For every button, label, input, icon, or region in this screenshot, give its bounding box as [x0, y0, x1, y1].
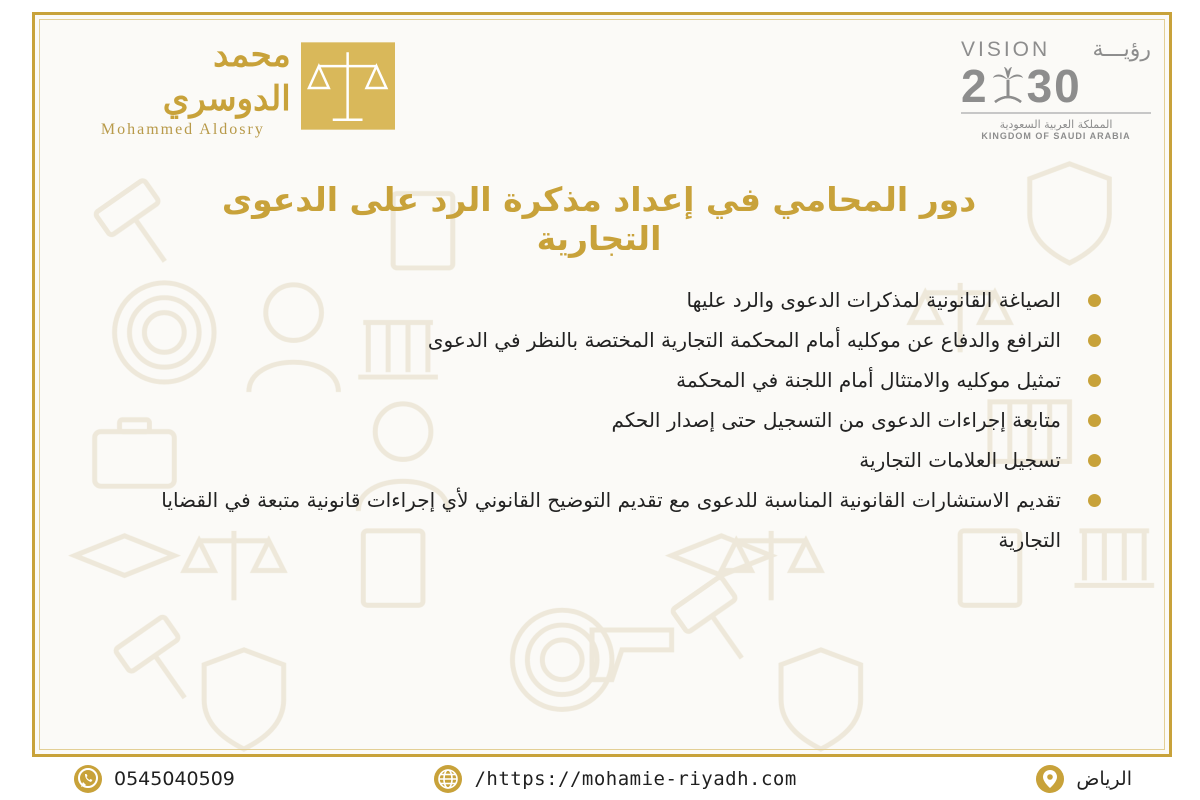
ruya-label: رؤيـــة — [1092, 37, 1151, 62]
scales-of-justice-icon — [301, 42, 395, 130]
globe-icon — [432, 763, 464, 795]
location-pin-icon — [1034, 763, 1066, 795]
list-item — [99, 360, 1109, 400]
page-title: دور المحامي في إعداد مذكرة الرد على الدعوى التجارية — [221, 180, 977, 258]
list-item — [99, 320, 1109, 360]
footer — [32, 757, 1172, 800]
kingdom-english: KINGDOM OF SAUDI ARABIA — [981, 131, 1131, 141]
year-left-digits: 2 — [961, 60, 989, 112]
bullet-dot — [1088, 334, 1101, 347]
bullet-dot — [1088, 494, 1101, 507]
list-item-text: تسجيل العلامات التجارية — [859, 448, 1061, 472]
footer-location[interactable] — [1034, 763, 1132, 795]
vision-2030-logo — [961, 37, 1151, 147]
brand-name-arabic: محمد الدوسري — [162, 35, 291, 119]
vision-label: VISION — [961, 37, 1051, 61]
bullet-dot — [1088, 414, 1101, 427]
phone-number: 0545040509 — [114, 767, 235, 790]
list-item-text: تمثيل موكليه والامتثال أمام اللجنة في المحكمة — [676, 368, 1061, 392]
year-right-digits: 30 — [1026, 60, 1082, 112]
bullet-dot — [1088, 294, 1101, 307]
palm-swords-icon — [991, 66, 1025, 106]
whatsapp-icon — [72, 763, 104, 795]
kingdom-arabic: المملكة العربية السعودية — [999, 118, 1113, 131]
vision-divider — [961, 112, 1151, 114]
list-item — [99, 440, 1109, 480]
website-url: /https://mohamie-riyadh.com — [474, 767, 797, 790]
bullet-dot — [1088, 374, 1101, 387]
list-item-text: متابعة إجراءات الدعوى من التسجيل حتى إصدار الحكم — [611, 408, 1061, 432]
brand-name-english: Mohammed Aldosry — [100, 121, 265, 138]
brand-logo — [75, 35, 395, 138]
list-item-text: الترافع والدفاع عن موكليه أمام المحكمة التجارية المختصة بالنظر في الدعوى — [427, 328, 1061, 352]
location-label: الرياض — [1076, 767, 1132, 790]
brand-text — [75, 33, 291, 139]
list-item — [99, 480, 1109, 560]
year-2030 — [961, 62, 1151, 110]
list-item — [99, 280, 1109, 320]
footer-phone[interactable] — [72, 763, 235, 795]
footer-website[interactable] — [432, 763, 796, 795]
list-item-text: تقديم الاستشارات القانونية المناسبة للدعوى مع تقديم التوضيح القانوني لأي إجراءات قانونية متبعة في القضايا التجارية — [161, 488, 1061, 552]
list-item-text: الصياغة القانونية لمذكرات الدعوى والرد عليها — [686, 288, 1061, 312]
content-frame — [32, 12, 1172, 757]
services-list — [99, 280, 1109, 560]
bullet-dot — [1088, 454, 1101, 467]
list-item — [99, 400, 1109, 440]
